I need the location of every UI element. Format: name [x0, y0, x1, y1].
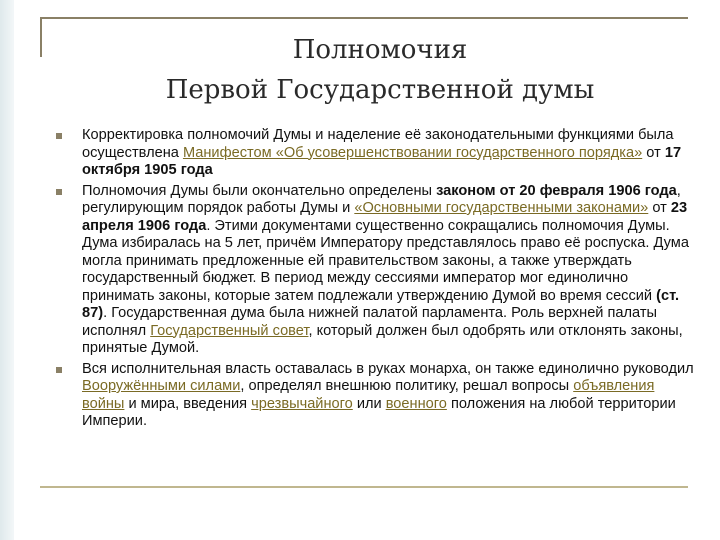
bullet-item-2	[56, 183, 696, 358]
bullet-list	[56, 127, 696, 434]
item-text: Вся исполнительная власть оставалась в руках монарха, он также единолично руководил	[82, 360, 694, 377]
bullet-item-3	[56, 361, 696, 431]
left-rule	[40, 17, 42, 57]
item-bold-text: 17 октября 1905 года	[82, 144, 682, 178]
basic-laws-link[interactable]: «Основными государственными законами»	[354, 200, 649, 216]
item-text: Полномочия Думы были окончательно определены	[82, 182, 437, 199]
item-text: положения на любой территории Империи.	[82, 395, 676, 429]
left-decorative-band	[0, 0, 14, 540]
bullet-marker	[56, 367, 62, 373]
item-bold-text: 23 апреля 1906 года	[82, 200, 688, 234]
manifesto-link[interactable]: Манифестом «Об усовершенствовании государственного порядка»	[182, 144, 643, 161]
bullet-item-1	[56, 127, 696, 180]
bottom-rule	[40, 486, 688, 488]
item-bold-text: (ст. 87)	[82, 287, 680, 321]
top-rule	[40, 17, 688, 19]
item-text: , определял внешнюю политику, решал вопросы	[240, 378, 574, 394]
item-text: от	[642, 144, 665, 161]
item-text: , который должен был одобрять или отклонять законы, принятые Думой.	[82, 322, 683, 356]
item-text: , регулирующим порядок работы Думы и	[82, 182, 681, 216]
armed-forces-link[interactable]: Вооружёнными силами	[82, 378, 241, 394]
title-line-2: Первой Государственной думы	[165, 75, 595, 105]
item-text: от	[648, 200, 671, 216]
item-text: или	[352, 395, 386, 412]
bullet-marker	[56, 133, 62, 139]
item-text: . Этими документами существенно сокращались полномочия Думы. Дума избиралась на 5 лет, причём Императору представлялось право её роспуска. Дума могла принимать предложенные ей правительством законы, а также утверждать государственный бюджет. В период между сессиями император мог единолично принимать законы, которые затем подлежали утверждению Думой во время сессий	[82, 217, 689, 304]
emergency-link[interactable]: чрезвычайного	[251, 395, 353, 412]
bullet-marker	[56, 189, 62, 195]
slide-title	[60, 30, 700, 110]
martial-law-link[interactable]: военного	[385, 395, 447, 412]
item-bold-text: законом от 20 февраля 1906 года	[436, 182, 677, 199]
item-text: Корректировка полномочий Думы и наделение её законодательными функциями была осуществлена	[82, 127, 674, 161]
declaration-of-war-link[interactable]: объявления войны	[82, 378, 655, 412]
state-council-link[interactable]: Государственный совет	[150, 322, 309, 339]
item-text: . Государственная дума была нижней палатой парламента. Роль верхней палаты исполнял	[82, 305, 658, 339]
title-line-1: Полномочия	[292, 35, 468, 65]
item-text: и мира, введения	[124, 395, 252, 412]
